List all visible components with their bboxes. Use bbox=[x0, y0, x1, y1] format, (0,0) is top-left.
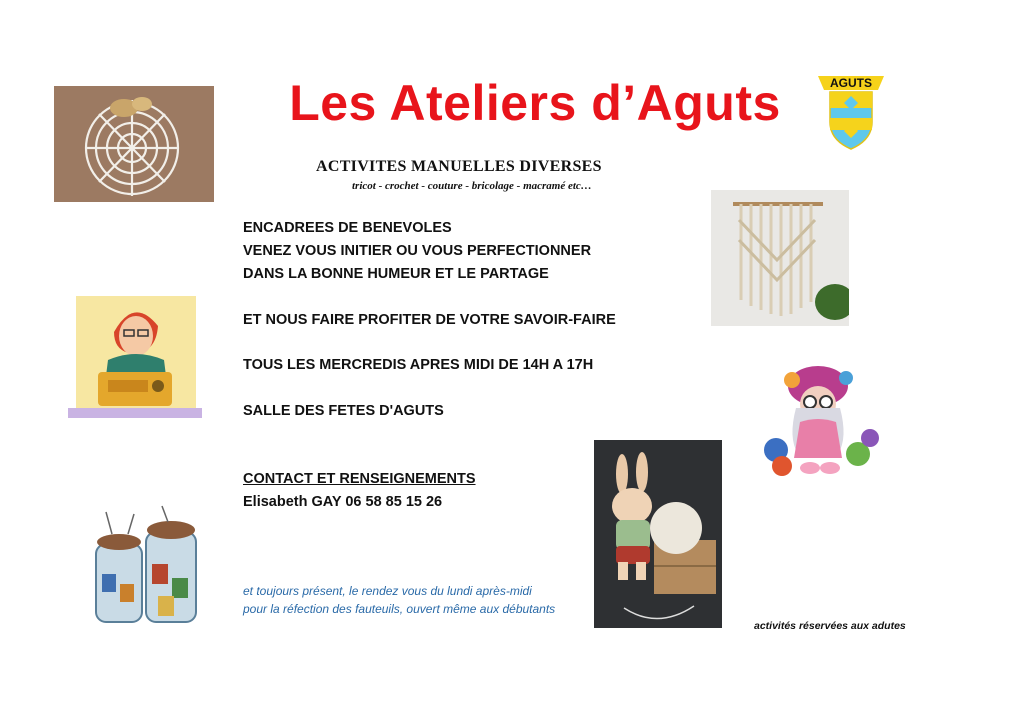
aguts-logo bbox=[814, 70, 888, 152]
logo-text: AGUTS bbox=[830, 76, 872, 90]
page-title: Les Ateliers d’Aguts bbox=[289, 75, 781, 131]
sewing-jars-illustration bbox=[88, 504, 206, 630]
info-line: ENCADREES DE BENEVOLES bbox=[243, 220, 452, 236]
venue-line: SALLE DES FETES D'AGUTS bbox=[243, 403, 444, 419]
schedule-line: TOUS LES MERCREDIS APRES MIDI DE 14H A 17H bbox=[243, 357, 594, 373]
seamstress-illustration bbox=[68, 296, 202, 418]
info-line: DANS LA BONNE HUMEUR ET LE PARTAGE bbox=[243, 266, 549, 282]
monday-note-line: pour la réfection des fauteuils, ouvert même aux débutants bbox=[243, 602, 556, 616]
info-line: VENEZ VOUS INITIER OU VOUS PERFECTIONNER bbox=[243, 243, 592, 259]
adults-only-note: activités réservées aux adutes bbox=[754, 620, 906, 632]
macrame-image bbox=[711, 190, 849, 326]
monday-note-line: et toujours présent, le rendez vous du lundi après-midi bbox=[243, 584, 532, 598]
crochet-doily-image bbox=[54, 86, 214, 202]
activities-heading: ACTIVITES MANUELLES DIVERSES bbox=[316, 158, 602, 175]
crochet-bunny-image bbox=[594, 440, 722, 628]
info-line: ET NOUS FAIRE PROFITER DE VOTRE SAVOIR-FAIRE bbox=[243, 312, 616, 328]
activities-list: tricot - crochet - couture - bricolage - macramé etc… bbox=[352, 180, 592, 192]
knitting-grandma-illustration bbox=[758, 358, 888, 480]
contact-heading: CONTACT ET RENSEIGNEMENTS bbox=[243, 471, 476, 487]
contact-person: Elisabeth GAY 06 58 85 15 26 bbox=[243, 494, 443, 510]
